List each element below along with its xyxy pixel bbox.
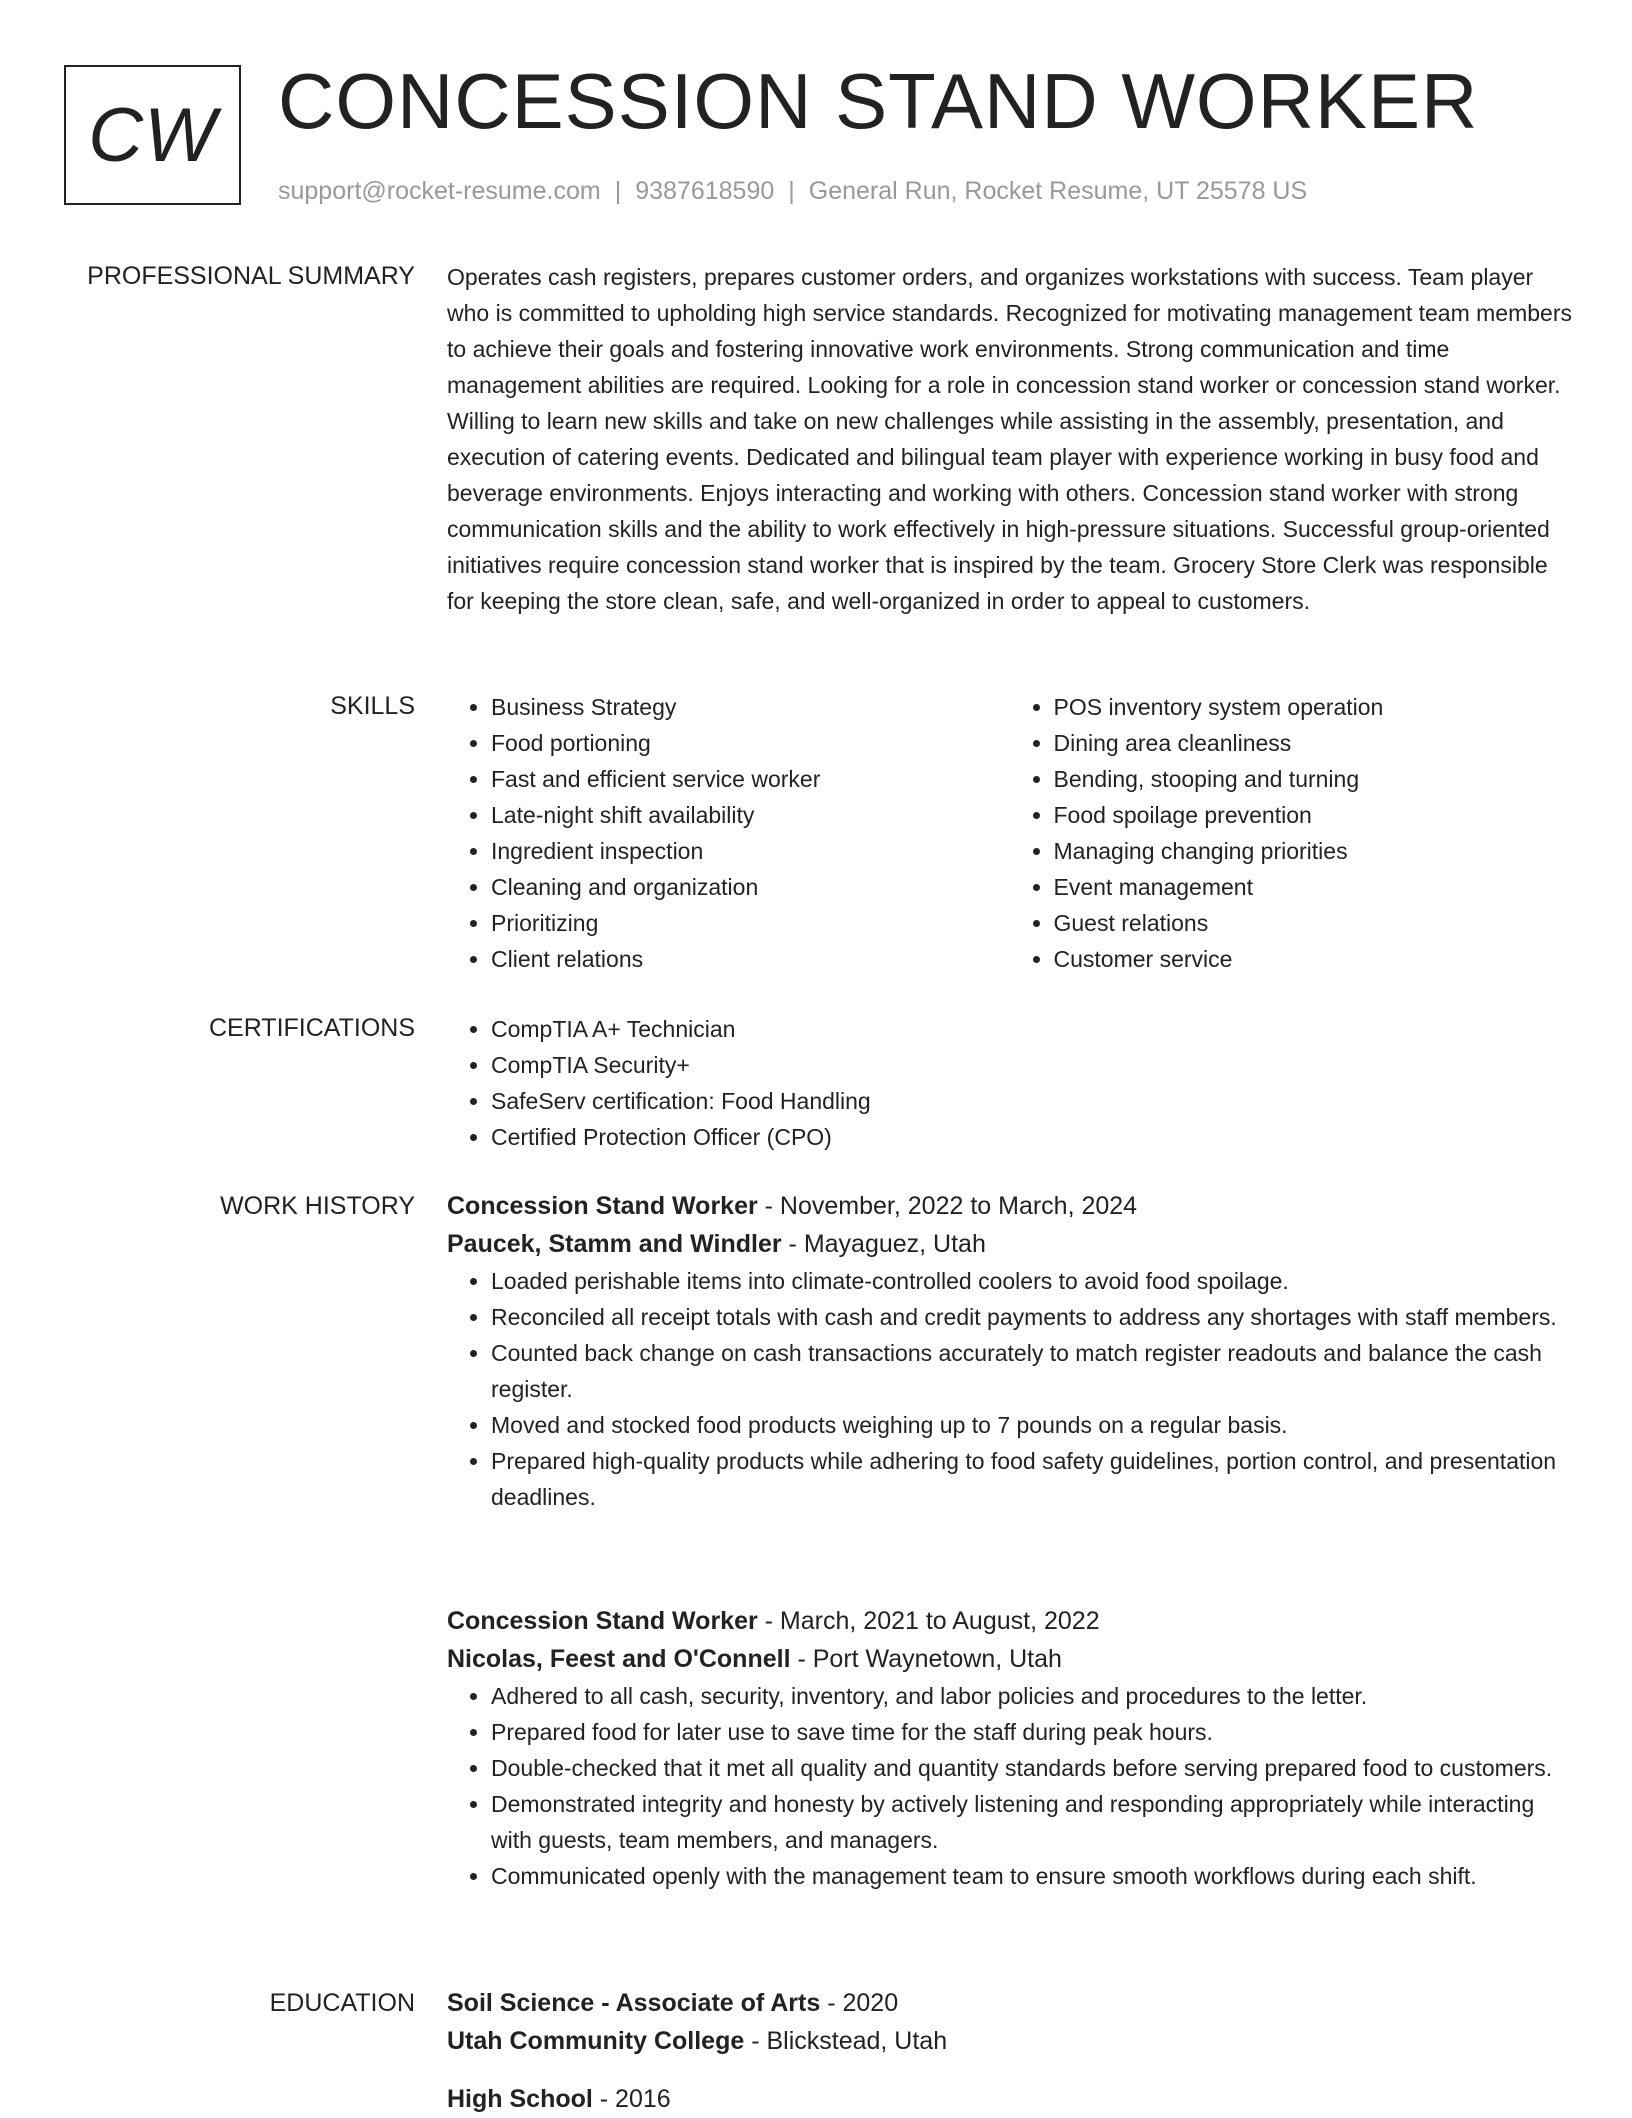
job-duty: • Adhered to all cash, security, inventory, and labor policies and procedures to the letter.	[491, 1678, 1572, 1714]
education-location: - Blickstead, Utah	[744, 2027, 948, 2055]
section-label-certifications: CERTIFICATIONS	[208, 1014, 415, 1042]
work-history-section	[447, 1187, 1572, 1515]
job-duty: • Prepared food for later use to save time for the staff during peak hours.	[491, 1714, 1572, 1750]
education-section	[447, 1984, 1572, 2118]
job-duties-list	[447, 1263, 1572, 1515]
job-duties-list	[447, 1678, 1572, 1894]
job-duty: • Demonstrated integrity and honesty by actively listening and responding appropriately while interacting with guests, team members, and managers.	[491, 1786, 1572, 1858]
section-label-skills: SKILLS	[330, 692, 415, 720]
skill-item: • POS inventory system operation	[1054, 689, 1573, 725]
skill-item: • Business Strategy	[491, 689, 1010, 725]
skill-item: • Prioritizing	[491, 905, 1010, 941]
job-duty: • Prepared high-quality products while adhering to food safety guidelines, portion control, and presentation deadlines.	[491, 1443, 1572, 1515]
job-company-line	[447, 1225, 1572, 1263]
education-degree: High School	[447, 2085, 593, 2113]
page-title: CONCESSION STAND WORKER	[278, 57, 1479, 145]
section-label-summary: PROFESSIONAL SUMMARY	[87, 262, 415, 290]
job-duty: • Counted back change on cash transactions accurately to match register readouts and balance the cash register.	[491, 1335, 1572, 1407]
job-title-line	[447, 1602, 1572, 1640]
job-dates: - March, 2021 to August, 2022	[757, 1607, 1100, 1635]
skill-item: • Dining area cleanliness	[1054, 725, 1573, 761]
job-duty: • Moved and stocked food products weighing up to 7 pounds on a regular basis.	[491, 1407, 1572, 1443]
job-entry	[447, 1602, 1572, 1894]
skill-item: • Late-night shift availability	[491, 797, 1010, 833]
skills-section	[447, 689, 1572, 977]
skills-list-left	[447, 689, 1010, 977]
monogram-badge: CW	[64, 65, 241, 205]
job-title-line	[447, 1187, 1572, 1225]
job-duty: • Double-checked that it met all quality and quantity standards before serving prepared food to customers.	[491, 1750, 1572, 1786]
certification-item: • CompTIA Security+	[491, 1047, 1572, 1083]
skill-item: • Client relations	[491, 941, 1010, 977]
contact-line	[278, 174, 1307, 208]
job-duty: • Reconciled all receipt totals with cash and credit payments to address any shortages with staff members.	[491, 1299, 1572, 1335]
certification-item: • SafeServ certification: Food Handling	[491, 1083, 1572, 1119]
education-school: Utah Community College	[447, 2027, 745, 2055]
education-degree-line	[447, 2080, 1572, 2118]
job-location: - Port Waynetown, Utah	[790, 1645, 1062, 1673]
contact-separator: |	[788, 177, 795, 205]
job-title: Concession Stand Worker	[447, 1192, 758, 1220]
job-company: Paucek, Stamm and Windler	[447, 1230, 782, 1258]
job-duty: • Loaded perishable items into climate-controlled coolers to avoid food spoilage.	[491, 1263, 1572, 1299]
job-location: - Mayaguez, Utah	[781, 1230, 986, 1258]
contact-phone: 9387618590	[635, 177, 775, 205]
skill-item: • Customer service	[1054, 941, 1573, 977]
job-duty: • Communicated openly with the management team to ensure smooth workflows during each shift.	[491, 1858, 1572, 1894]
certifications-section	[447, 1011, 1572, 1155]
skills-list-right	[1010, 689, 1573, 977]
certifications-list	[447, 1011, 1572, 1155]
skill-item: • Food portioning	[491, 725, 1010, 761]
contact-email: support@rocket-resume.com	[278, 177, 601, 205]
skill-item: • Fast and efficient service worker	[491, 761, 1010, 797]
certification-item: • Certified Protection Officer (CPO)	[491, 1119, 1572, 1155]
skill-item: • Cleaning and organization	[491, 869, 1010, 905]
education-school-line	[447, 2022, 1572, 2060]
skill-item: • Guest relations	[1054, 905, 1573, 941]
job-title: Concession Stand Worker	[447, 1607, 758, 1635]
job-company-line	[447, 1640, 1572, 1678]
skill-item: • Managing changing priorities	[1054, 833, 1573, 869]
job-company: Nicolas, Feest and O'Connell	[447, 1645, 791, 1673]
summary-text: Operates cash registers, prepares customer orders, and organizes workstations with success. Team player who is committed to upholding high service standards. Recognized for motivating management team members to achieve their goals and fostering innovative work environments. Strong communication and time management abilities are required. Looking for a role in concession stand worker or concession stand worker. Willing to learn new skills and take on new challenges while assisting in the assembly, presentation, and execution of catering events. Dedicated and bilingual team player with experience working in busy food and beverage environments. Enjoys interacting and working with others. Concession stand worker with strong communication skills and the ability to work effectively in high-pressure situations. Successful group-oriented initiatives require concession stand worker that is inspired by the team. Grocery Store Clerk was responsible for keeping the store clean, safe, and well-organized in order to appeal to customers.	[447, 264, 1573, 614]
certification-item: • CompTIA A+ Technician	[491, 1011, 1572, 1047]
education-year: - 2016	[592, 2085, 671, 2113]
skill-item: • Ingredient inspection	[491, 833, 1010, 869]
skill-item: • Food spoilage prevention	[1054, 797, 1573, 833]
contact-separator: |	[614, 177, 622, 205]
work-history-section-2	[447, 1602, 1572, 1894]
job-dates: - November, 2022 to March, 2024	[757, 1192, 1138, 1220]
job-entry	[447, 1187, 1572, 1515]
contact-address: General Run, Rocket Resume, UT 25578 US	[808, 177, 1308, 205]
education-degree-line	[447, 1984, 1572, 2022]
education-year: - 2020	[820, 1989, 899, 2017]
skill-item: • Event management	[1054, 869, 1573, 905]
skill-item: • Bending, stooping and turning	[1054, 761, 1573, 797]
section-label-education: EDUCATION	[269, 1989, 415, 2017]
education-degree: Soil Science - Associate of Arts	[447, 1989, 821, 2017]
summary-section	[447, 259, 1572, 619]
section-label-work-history: WORK HISTORY	[220, 1192, 415, 1220]
